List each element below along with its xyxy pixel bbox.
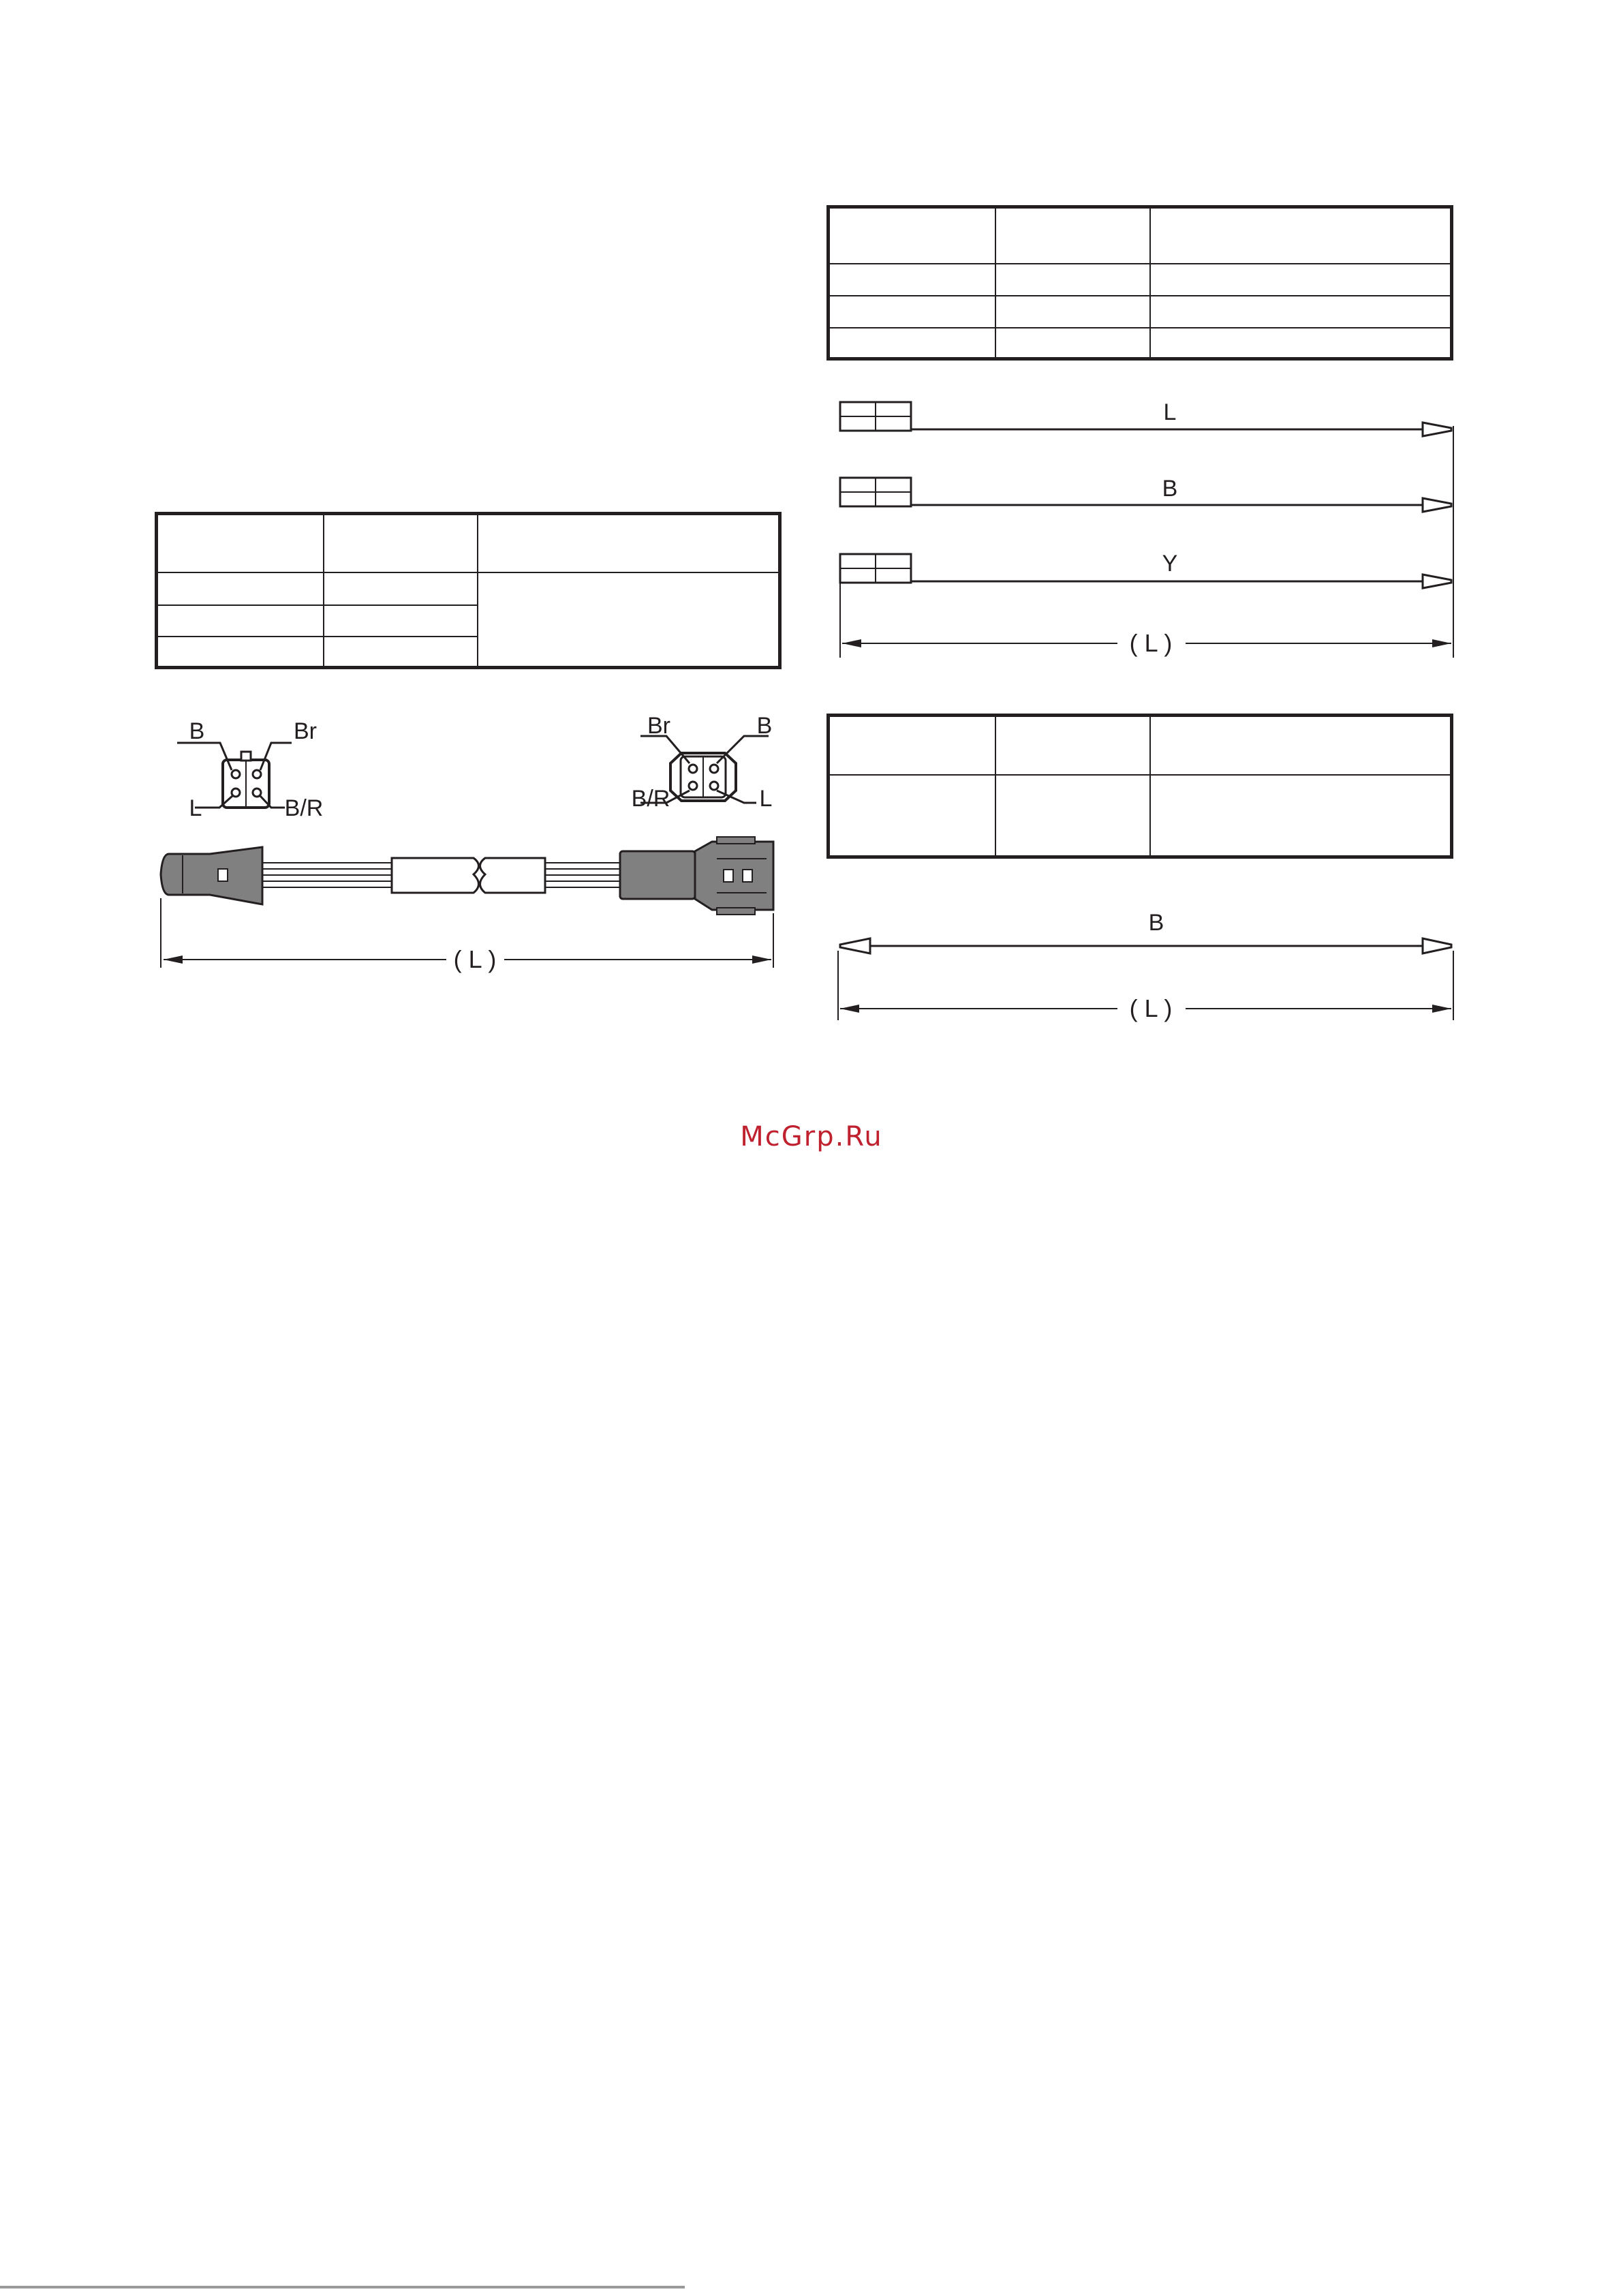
single-wire-length-label: ( L ): [1129, 994, 1173, 1022]
harness-cable: [262, 858, 620, 893]
terminal-tip-icon: [840, 938, 870, 953]
wire-color-label: L: [1163, 399, 1177, 425]
single-wire-color-label: B: [1148, 910, 1164, 936]
footer-divider: [0, 2286, 685, 2289]
wires-length-dimension: [840, 426, 1453, 658]
wire-color-label: Y: [1162, 551, 1178, 577]
terminal-tip-icon: [1423, 575, 1451, 588]
left-pin-label: B/R: [284, 795, 324, 821]
right-pin-label: Br: [647, 713, 670, 739]
left-pin-label: L: [189, 795, 202, 821]
right-pin-label: B: [756, 713, 773, 739]
left-pin-label: B: [189, 718, 205, 744]
right-pin-label: L: [759, 786, 773, 812]
right-pin-label: B/R: [631, 786, 670, 812]
wire-row: [840, 554, 1451, 588]
lead-wires-figure: [840, 399, 1453, 658]
terminal-tip-icon: [1423, 498, 1451, 512]
terminal-tip-icon: [1423, 423, 1451, 436]
watermark-text: McGrp.Ru: [740, 1121, 883, 1152]
single-wire-figure: [838, 910, 1453, 1022]
wire-color-label: B: [1162, 476, 1178, 502]
harness-length-label: ( L ): [453, 945, 497, 973]
wire-row: [840, 478, 1451, 512]
terminal-tip-icon: [1423, 938, 1451, 953]
wires-length-label: ( L ): [1129, 629, 1173, 657]
left-pin-label: Br: [294, 718, 317, 744]
wire-row: [840, 402, 1451, 436]
right-plug-icon: [620, 837, 773, 915]
left-plug-icon: [161, 847, 262, 904]
sensor-harness-figure: [161, 713, 773, 973]
